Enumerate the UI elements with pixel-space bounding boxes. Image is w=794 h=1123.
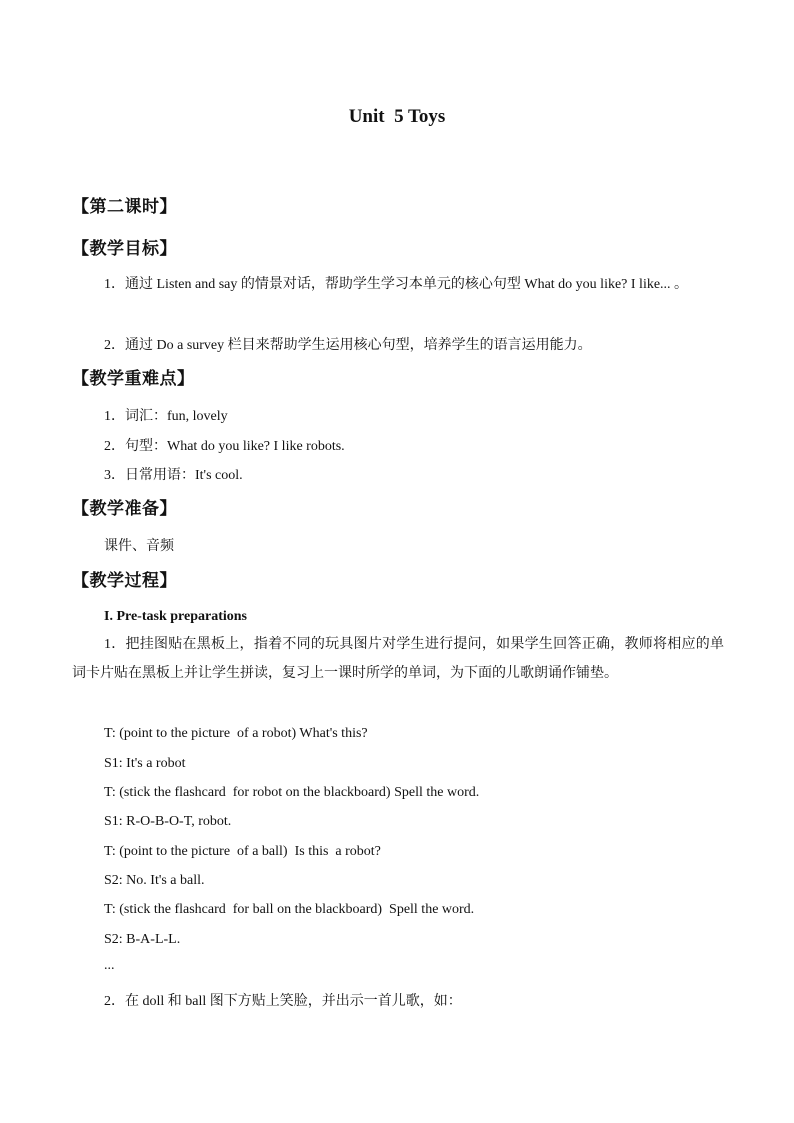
preparation-text: 课件、音频 [104,539,174,554]
objective-item-2: 2．通过 Do a survey 栏目来帮助学生运用核心句型，培养学生的语言运用能力。 [104,338,592,353]
section-title: I. Pre-task preparations [104,609,247,624]
process-step-1: 1．把挂图贴在黑板上，指着不同的玩具图片对学生进行提问，如果学生回答正确，教师将相应的单词卡片贴在黑板上并让学生拼读，复习上一课时所学的单词，为下面的儿歌朗诵作铺垫。 [72,637,724,681]
dialogue-line: S2: No. It's a ball. [104,873,205,888]
dialogue-line: T: (stick the flashcard for robot on the blackboard) Spell the word. [104,785,480,800]
dialogue-ellipsis: ... [104,958,115,973]
dialogue-line: S1: R-O-B-O-T, robot. [104,814,232,829]
dialogue-line: T: (stick the flashcard for ball on the blackboard) Spell the word. [104,902,475,917]
dialogue-line: S2: B-A-L-L. [104,932,181,947]
process-step-2: 2．在 doll 和 ball 图下方贴上笑脸，并出示一首儿歌，如： [104,994,462,1009]
preparation-heading: 【教学准备】 [72,499,177,519]
key-point-item-3: 3．日常用语：It's cool. [104,468,243,483]
document-title: Unit 5 Toys [348,106,446,127]
objective-item-1: 1．通过 Listen and say 的情景对话，帮助学生学习本单元的核心句型 What do you like? I like... 。 [104,277,689,292]
key-points-heading: 【教学重难点】 [72,369,195,389]
dialogue-line: T: (point to the picture of a robot) What's this? [104,726,368,741]
objectives-heading: 【教学目标】 [72,239,177,259]
dialogue-line: S1: It's a robot [104,756,186,771]
lesson-heading: 【第二课时】 [72,197,177,217]
key-point-item-2: 2．句型：What do you like? I like robots. [104,439,345,454]
process-heading: 【教学过程】 [72,571,177,591]
dialogue-line: T: (point to the picture of a ball) Is this a robot? [104,844,381,859]
key-point-item-1: 1．词汇：fun, lovely [104,409,228,424]
